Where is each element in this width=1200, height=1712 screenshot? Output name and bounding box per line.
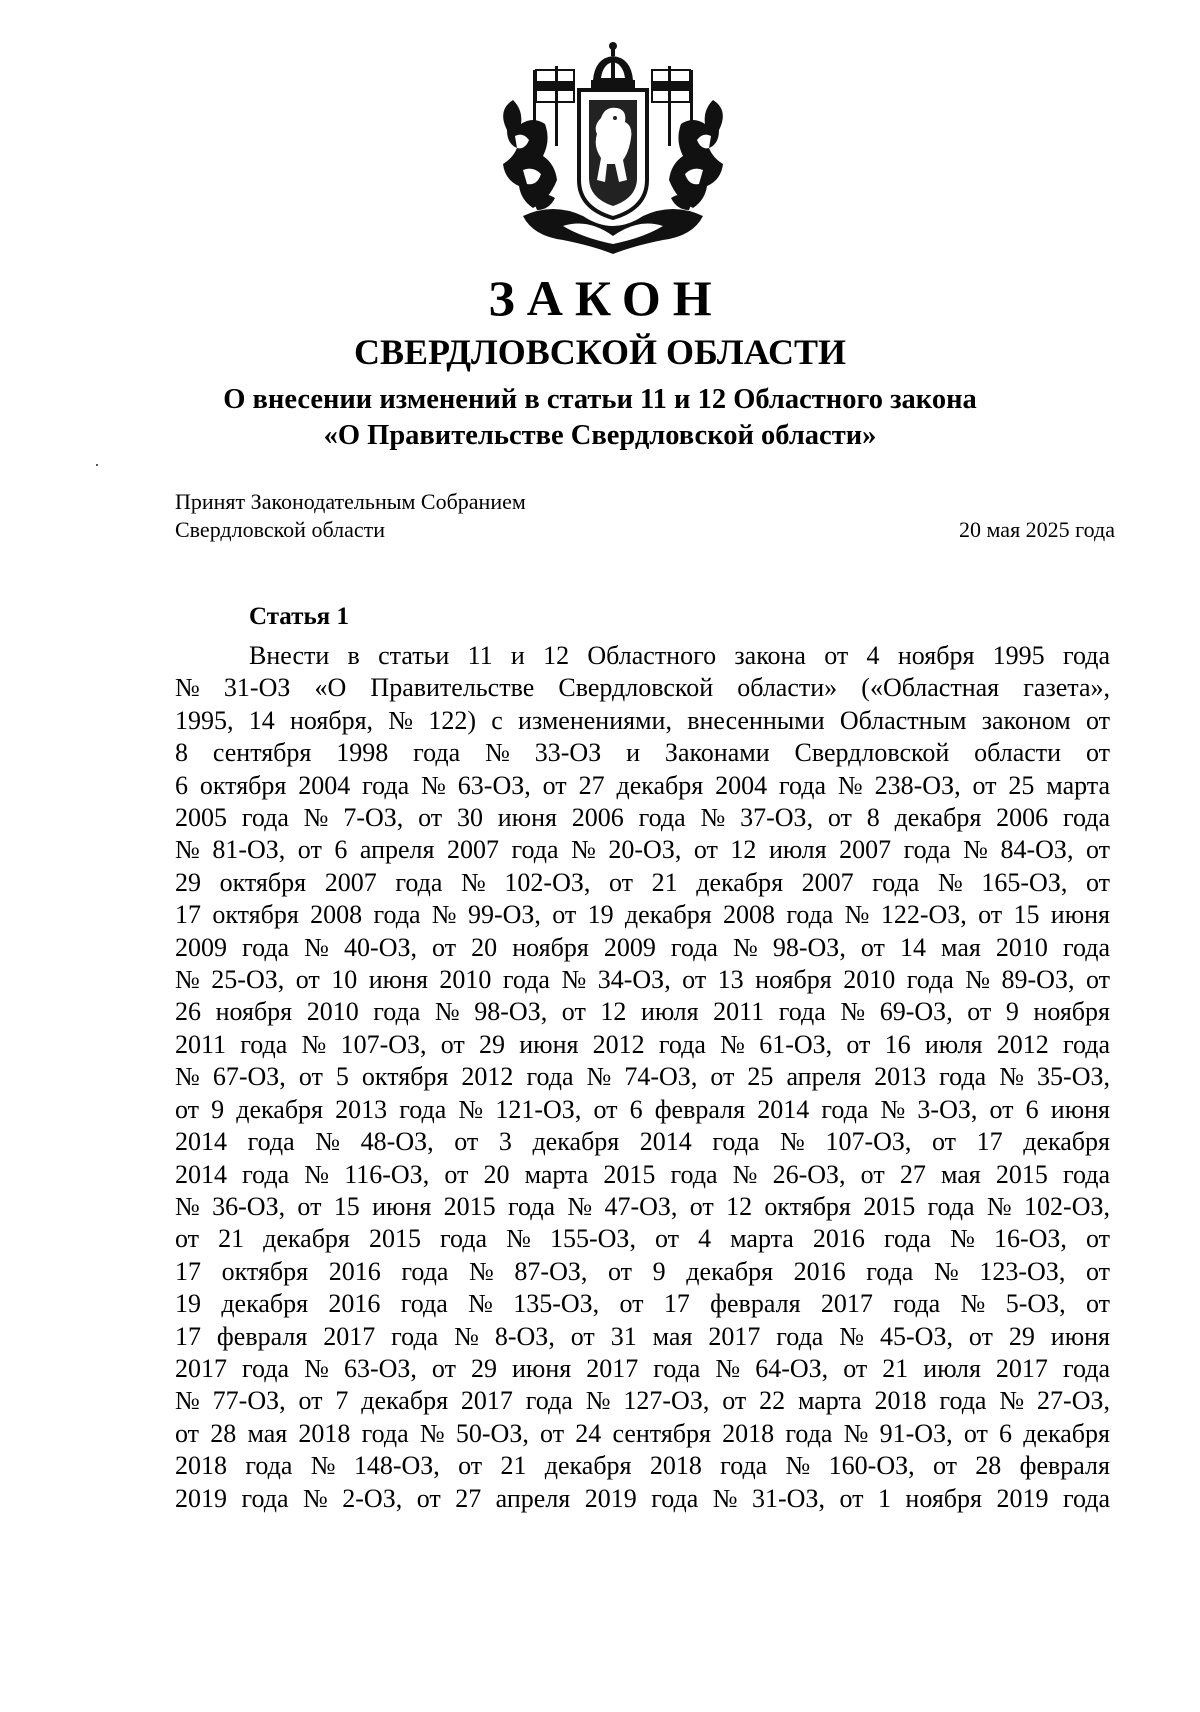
article-line: 2018 года № 148-ОЗ, от 21 декабря 2018 года № 160-ОЗ, от 28 февраля	[175, 1451, 1110, 1481]
adoption-body-line: Принят Законодательным Собранием	[175, 489, 526, 514]
coat-of-arms-icon	[493, 40, 733, 256]
article-line: 2017 года № 63-ОЗ, от 29 июня 2017 года № 64-ОЗ, от 21 июля 2017 года	[175, 1353, 1110, 1383]
article-line: 17 октября 2008 года № 99-ОЗ, от 19 декабря 2008 года № 122-ОЗ, от 15 июня	[175, 900, 1110, 930]
document-region: СВЕРДЛОВСКОЙ ОБЛАСТИ	[354, 332, 846, 372]
subtitle-line: «О Правительстве Свердловской области»	[323, 420, 877, 451]
article-line: 2019 года № 2-ОЗ, от 27 апреля 2019 года № 31-ОЗ, от 1 ноября 2019 года	[175, 1483, 1110, 1513]
article-heading: Статья 1	[249, 603, 349, 630]
article-line: от 28 мая 2018 года № 50-ОЗ, от 24 сентября 2018 года № 91-ОЗ, от 6 декабря	[175, 1418, 1110, 1448]
document-subtitle	[0, 382, 1200, 454]
article-line: 1995, 14 ноября, № 122) с изменениями, внесенными Областным законом от	[175, 705, 1110, 735]
article-body	[175, 640, 1110, 1515]
adoption-region-line: Свердловской области	[175, 517, 385, 542]
article-line: № 67-ОЗ, от 5 октября 2012 года № 74-ОЗ, от 25 апреля 2013 года № 35-ОЗ,	[175, 1062, 1110, 1092]
article-line: 2014 года № 48-ОЗ, от 3 декабря 2014 года № 107-ОЗ, от 17 декабря	[175, 1127, 1110, 1157]
article-line: от 21 декабря 2015 года № 155-ОЗ, от 4 марта 2016 года № 16-ОЗ, от	[175, 1224, 1110, 1254]
article-line: 17 октября 2016 года № 87-ОЗ, от 9 декабря 2016 года № 123-ОЗ, от	[175, 1256, 1110, 1286]
article-line: № 25-ОЗ, от 10 июня 2010 года № 34-ОЗ, от 13 ноября 2010 года № 89-ОЗ, от	[175, 965, 1110, 995]
article-line: № 36-ОЗ, от 15 июня 2015 года № 47-ОЗ, от 12 октября 2015 года № 102-ОЗ,	[175, 1191, 1110, 1221]
article-line: 2011 года № 107-ОЗ, от 29 июня 2012 года № 61-ОЗ, от 16 июля 2012 года	[175, 1029, 1110, 1059]
article-line: от 9 декабря 2013 года № 121-ОЗ, от 6 февраля 2014 года № 3-ОЗ, от 6 июня	[175, 1094, 1110, 1124]
adoption-date: 20 мая 2025 года	[959, 517, 1115, 542]
margin-mark	[96, 464, 98, 466]
article-line: 26 ноября 2010 года № 98-ОЗ, от 12 июля 2011 года № 69-ОЗ, от 9 ноября	[175, 997, 1110, 1027]
document-title: ЗАКОН	[488, 270, 724, 326]
article-line: 2005 года № 7-ОЗ, от 30 июня 2006 года № 37-ОЗ, от 8 декабря 2006 года	[175, 803, 1110, 833]
article-line: 2014 года № 116-ОЗ, от 20 марта 2015 года № 26-ОЗ, от 27 мая 2015 года	[175, 1159, 1110, 1189]
article-line: № 77-ОЗ, от 7 декабря 2017 года № 127-ОЗ, от 22 марта 2018 года № 27-ОЗ,	[175, 1386, 1110, 1416]
article-line: 6 октября 2004 года № 63-ОЗ, от 27 декабря 2004 года № 238-ОЗ, от 25 марта	[175, 770, 1110, 800]
article-line: № 81-ОЗ, от 6 апреля 2007 года № 20-ОЗ, от 12 июля 2007 года № 84-ОЗ, от	[175, 835, 1110, 865]
article-line: 2009 года № 40-ОЗ, от 20 ноября 2009 года № 98-ОЗ, от 14 мая 2010 года	[175, 932, 1110, 962]
article-line: Внести в статьи 11 и 12 Областного закона от 4 ноября 1995 года	[249, 641, 1110, 670]
article-line: 19 декабря 2016 года № 135-ОЗ, от 17 февраля 2017 года № 5-ОЗ, от	[175, 1289, 1110, 1319]
article-line: 29 октября 2007 года № 102-ОЗ, от 21 декабря 2007 года № 165-ОЗ, от	[175, 867, 1110, 897]
article-line: 8 сентября 1998 года № 33-ОЗ и Законами Свердловской области от	[175, 738, 1110, 768]
article-line: 17 февраля 2017 года № 8-ОЗ, от 31 мая 2017 года № 45-ОЗ, от 29 июня	[175, 1321, 1110, 1351]
adoption-block	[175, 488, 1115, 544]
subtitle-line: О внесении изменений в статьи 11 и 12 Областного закона	[223, 384, 977, 415]
article-line: № 31-ОЗ «О Правительстве Свердловской области» («Областная газета»,	[175, 673, 1110, 703]
